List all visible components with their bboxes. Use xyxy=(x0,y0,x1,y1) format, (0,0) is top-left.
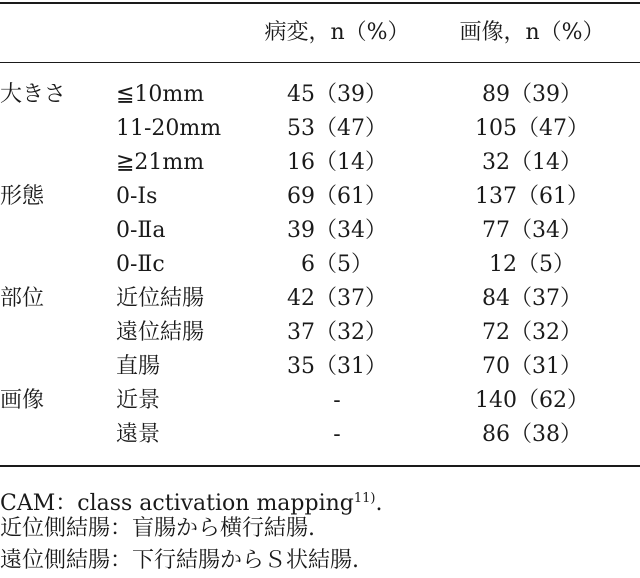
row-subcategory: 遠景 xyxy=(116,422,161,447)
row-lesion-value: 37（32） xyxy=(287,320,387,345)
row-lesion-value: 6（5） xyxy=(301,252,373,277)
row-image-value: 105（47） xyxy=(475,116,589,141)
row-lesion-value: - xyxy=(333,422,341,447)
header-lesion: 病変，n（%） xyxy=(264,20,410,45)
row-image-value: 72（32） xyxy=(482,320,582,345)
row-lesion-value: 45（39） xyxy=(287,82,387,107)
footnote-cam-reference: 11) xyxy=(353,491,376,506)
row-subcategory: ≧21mm xyxy=(116,150,205,175)
row-subcategory: 0-Ⅱc xyxy=(116,252,165,277)
row-image-value: 70（31） xyxy=(482,354,582,379)
row-image-value: 89（39） xyxy=(482,82,582,107)
row-category: 画像 xyxy=(0,388,45,413)
row-lesion-value: 35（31） xyxy=(287,354,387,379)
row-subcategory: 0-Ⅰs xyxy=(116,184,158,209)
row-image-value: 137（61） xyxy=(475,184,589,209)
footnote-cam xyxy=(0,486,383,517)
row-lesion-value: 42（37） xyxy=(287,286,387,311)
footnote-cam-period: . xyxy=(375,491,383,516)
row-category: 大きさ xyxy=(0,82,67,107)
row-category: 形態 xyxy=(0,184,45,209)
row-image-value: 84（37） xyxy=(482,286,582,311)
row-category: 部位 xyxy=(0,286,45,311)
bottom-rule xyxy=(0,465,640,467)
row-subcategory: ≦10mm xyxy=(116,82,205,107)
row-lesion-value: - xyxy=(333,388,341,413)
row-image-value: 86（38） xyxy=(482,422,582,447)
footnote-distal: 遠位側結腸：下行結腸からＳ状結腸. xyxy=(0,548,359,573)
row-lesion-value: 16（14） xyxy=(287,150,387,175)
row-subcategory: 遠位結腸 xyxy=(116,320,205,345)
row-lesion-value: 69（61） xyxy=(287,184,387,209)
row-image-value: 140（62） xyxy=(475,388,589,413)
header-image: 画像，n（%） xyxy=(459,20,605,45)
row-image-value: 77（34） xyxy=(482,218,582,243)
row-subcategory: 0-Ⅱa xyxy=(116,218,166,243)
row-image-value: 32（14） xyxy=(482,150,582,175)
row-subcategory: 11-20mm xyxy=(116,116,222,141)
row-subcategory: 直腸 xyxy=(116,354,161,379)
row-image-value: 12（5） xyxy=(489,252,575,277)
row-lesion-value: 53（47） xyxy=(287,116,387,141)
row-subcategory: 近景 xyxy=(116,388,161,413)
top-rule xyxy=(0,2,640,4)
footnote-proximal: 近位側結腸：盲腸から横行結腸. xyxy=(0,516,315,541)
row-subcategory: 近位結腸 xyxy=(116,286,205,311)
footnote-cam-text: CAM：class activation mapping xyxy=(0,491,354,516)
row-lesion-value: 39（34） xyxy=(287,218,387,243)
header-rule xyxy=(0,62,640,63)
